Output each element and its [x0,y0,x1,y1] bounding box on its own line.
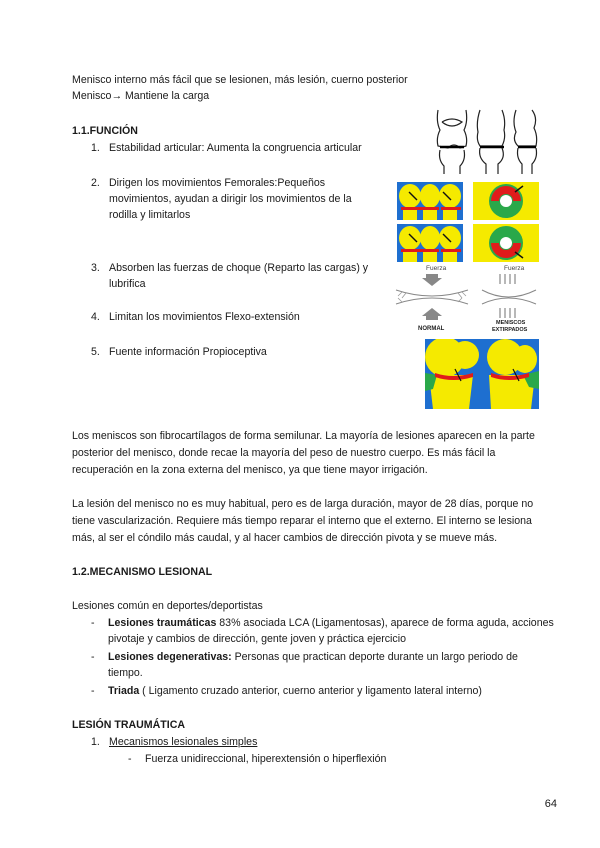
knee-outline-figure [432,108,540,176]
list-number: 2. [91,177,100,189]
bullet-bold-term: Lesiones traumáticas [108,617,217,629]
mecanismos-simples-label: Mecanismos lesionales simples [109,736,258,748]
section-heading-lesion: LESIÓN TRAUMÁTICA [72,719,185,731]
list-item-text: Fuente información Propioceptiva [109,346,267,358]
bullet-rest: 83% asociada LCA (Ligamentosas), aparece de forma aguda, acciones [216,617,554,629]
fuerza-label-right: Fuerza [504,265,525,272]
dash-bullet: - [91,685,95,697]
list-item-text: lubrifica [109,278,146,290]
list-number: 1. [91,736,100,748]
meniscos-label: MENISCOS [496,320,526,326]
list-number: 4. [91,311,100,323]
list-number: 5. [91,346,100,358]
dash-bullet: - [91,617,95,629]
list-item-text: Dirigen los movimientos Femorales:Pequeños [109,177,326,189]
list-item-text: rodilla y limitarlos [109,209,191,221]
paragraph-line: recuperación en la zona externa del menisco, ya que tiene mayor irrigación. [72,464,428,476]
section-heading-funcion: 1.1.FUNCIÓN [72,125,138,137]
list-number: 1. [91,142,100,154]
bullet-bold-term: Triada [108,685,140,697]
bullet-bold-term: Lesiones degenerativas: [108,651,232,663]
bullet-rest: ( Ligamento cruzado anterior, cuerno anterior y ligamento lateral interno) [139,685,482,697]
paragraph-line: Los meniscos son fibrocartílagos de forma semilunar. La mayoría de lesiones aparecen en la parte [72,430,535,442]
normal-label: NORMAL [418,326,445,332]
list-item-text: Absorben las fuerzas de choque (Reparto las cargas) y [109,262,369,274]
paragraph-line: más, al ser el cóndilo más caudal, y al hacer cambios de dirección pivota y se mueve más. [72,532,498,544]
paragraph-line: tiene vascularización. Requiere más tiempo reparar el interno que el externo. El interno se lesiona [72,515,532,527]
bullet-rest: Personas que practican deporte durante un largo periodo de [231,651,518,663]
dash-bullet: - [91,651,95,663]
bullet-continuation: tiempo. [108,667,143,679]
intro-line-2: Menisco→ Mantiene la carga [72,90,210,102]
dash-bullet: - [128,753,132,765]
list-item-text: movimientos, ayudan a dirigir los movimientos de la [109,193,352,205]
load-distribution-figure [392,262,542,332]
bullet-text [108,616,554,631]
fuerza-label-left: Fuerza [426,265,447,272]
bullet-text [108,684,482,699]
extirpados-label: EXTIRPADOS [492,327,528,332]
sub-bullet-text: Fuerza unidireccional, hiperextensión o hiperflexión [145,753,387,765]
list-item-text: Limitan los movimientos Flexo-extensión [109,311,300,323]
mecanismo-intro: Lesiones común en deportes/deportistas [72,600,263,612]
paragraph-line: La lesión del menisco no es muy habitual, pero es de larga duración, mayor de 28 días, porque no [72,498,534,510]
intro-line-1: Menisco interno más fácil que se lesionen, más lesión, cuerno posterior [72,74,408,86]
paragraph-line: posterior del menisco, donde recae la mayoría del peso de nuestro cuerpo. Es más fácil la [72,447,496,459]
list-item-text: Estabilidad articular: Aumenta la congruencia articular [109,142,362,154]
page-number: 64 [544,798,557,810]
section-heading-mecanismo: 1.2.MECANISMO LESIONAL [72,566,213,578]
knee-color-figure [425,339,539,409]
meniscus-movement-figure [397,182,539,264]
bullet-continuation: pivotaje y cambios de dirección, gente joven y práctica ejercicio [108,633,406,645]
bullet-text [108,650,518,665]
list-number: 3. [91,262,100,274]
